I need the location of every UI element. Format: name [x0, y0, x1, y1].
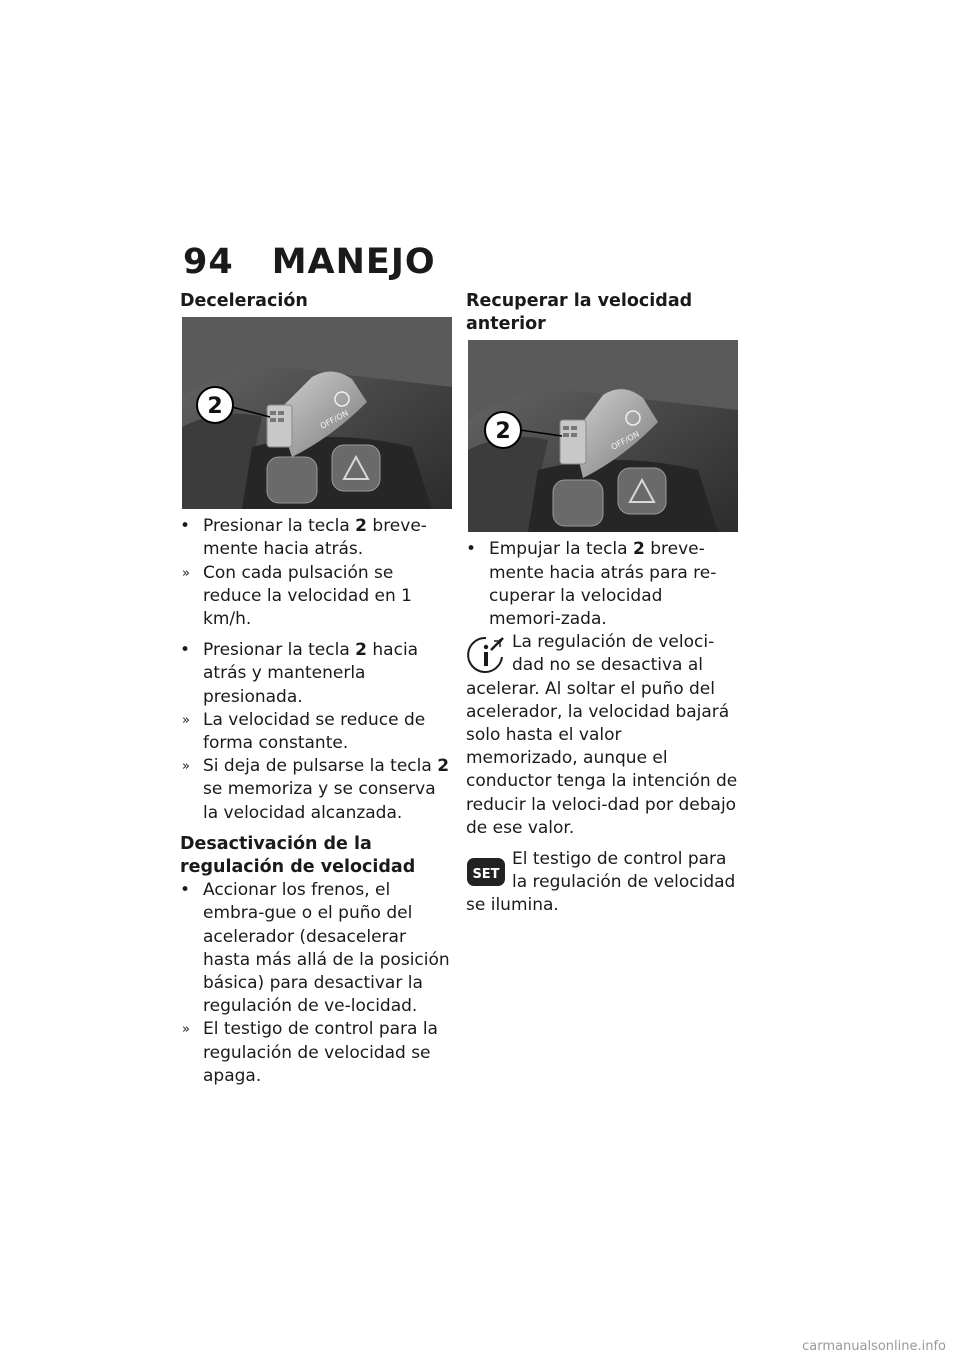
- callout-number-2: 2: [495, 419, 511, 445]
- chapter-title: MANEJO: [271, 242, 436, 282]
- left-column: [180, 290, 452, 1088]
- result-indicator-off: » El testigo de control para la regulación de velocidad se apaga.: [182, 1019, 438, 1086]
- info-note: [466, 631, 738, 840]
- result-speed-memorized: » Si deja de pulsarse la tecla 2 se memoriza y se conserva la velocidad alcanzada.: [182, 756, 450, 823]
- section-title-resume-speed: Recuperar la velocidad anterior: [466, 291, 693, 335]
- result-constant-reduction: » La velocidad se reduce de forma constante.: [182, 709, 426, 754]
- svg-text:SET: SET: [472, 867, 500, 883]
- set-indicator-note: [466, 848, 738, 918]
- page-number: 94: [183, 242, 234, 282]
- section-title-deactivation: Desactivación de la regulación de velocidad: [180, 833, 416, 878]
- result-reduce-1kmh: » Con cada pulsación se reduce la velocidad en 1 km/h.: [182, 562, 412, 630]
- off-on-label-2: OFF/ON: [609, 429, 641, 453]
- section-title-deceleration: Deceleración: [180, 291, 308, 311]
- page-header: [183, 242, 436, 282]
- handlebar-switch-photo: [182, 317, 452, 509]
- handlebar-switch-photo-2: [468, 340, 738, 532]
- right-column: [466, 290, 738, 918]
- bullet-push-briefly: • Empujar la tecla 2 breve-mente hacia atrás para re-cuperar la velocidad memori-zada.: [466, 539, 717, 630]
- callout-number: 2: [207, 394, 223, 420]
- info-icon: [466, 635, 506, 675]
- bullet-press-briefly: • Presionar la tecla 2 breve-mente hacia atrás.: [180, 516, 427, 560]
- bullet-press-hold: • Presionar la tecla 2 hacia atrás y mantenerla presionada.: [180, 640, 419, 707]
- set-indicator-icon: [466, 852, 506, 892]
- info-note-text: La regulación de veloci-dad no se desactiva al acelerar. Al soltar el puño del acelerador, la velocidad bajará solo hasta el valor memorizado, aunque el conductor tenga la intención de reducir la veloci-dad por debajo de ese valor.: [466, 632, 738, 838]
- set-indicator-text: El testigo de control para la regulación de velocidad se ilumina.: [466, 849, 736, 916]
- off-on-label: OFF/ON: [318, 408, 350, 431]
- footer-watermark: carmanualsonline.info: [802, 1339, 946, 1354]
- bullet-operate-brakes: • Accionar los frenos, el embra-gue o el puño del acelerador (desacelerar hasta más allá de la posición básica) para desactivar la regulación de ve-locidad.: [180, 880, 450, 1017]
